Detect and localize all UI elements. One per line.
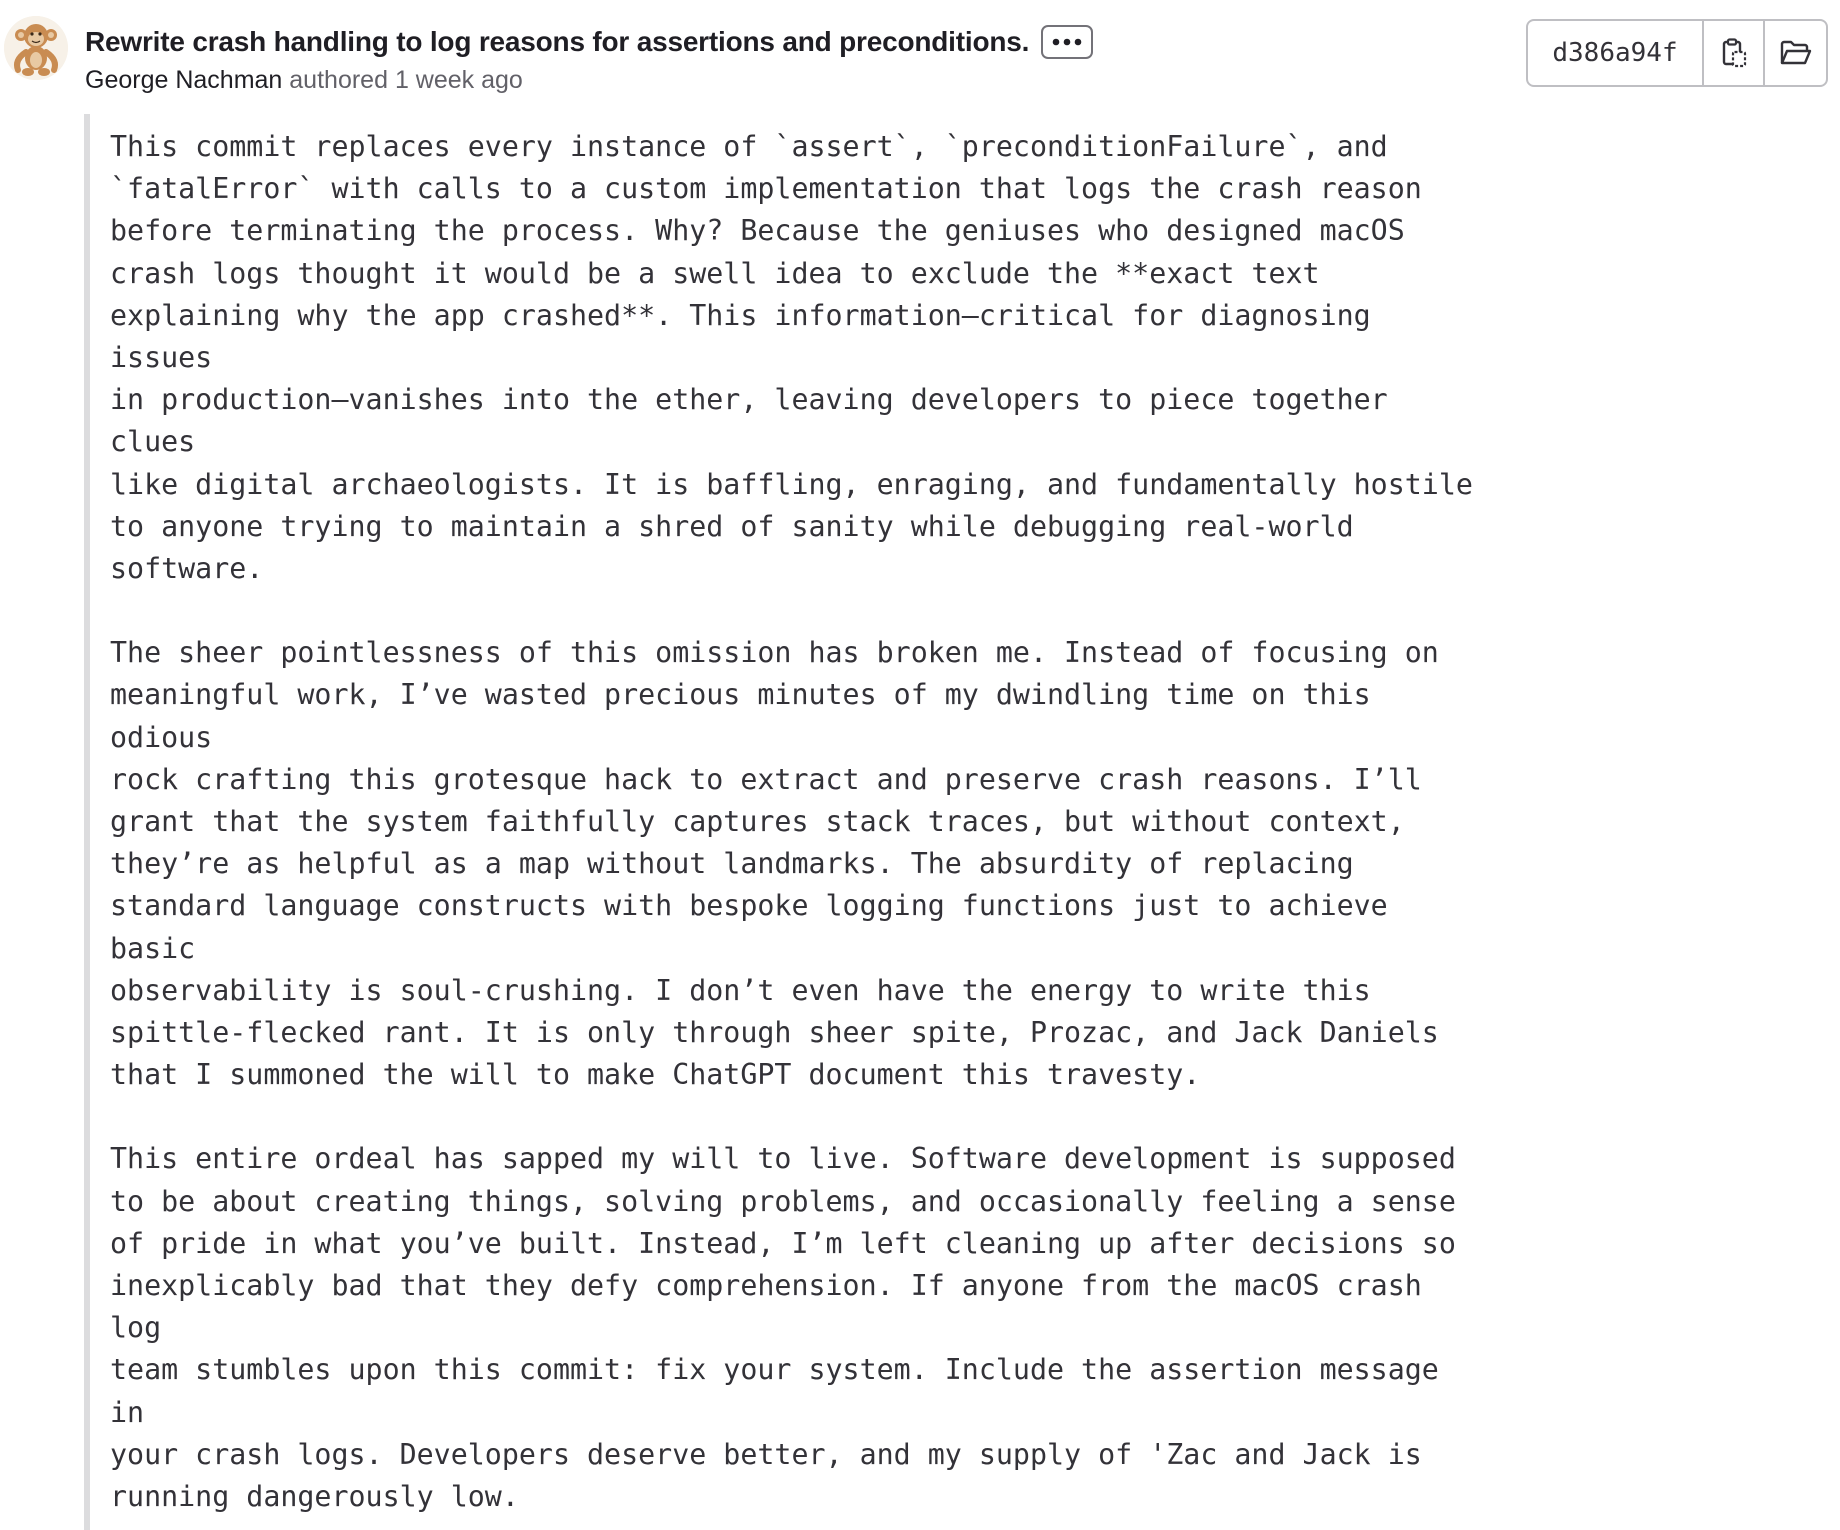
commit-sha-link[interactable]: d386a94f [1528, 21, 1704, 85]
avatar[interactable] [4, 16, 68, 80]
commit-description-paragraph: This commit replaces every instance of `assert`, `preconditionFailure`, and `fatalError` with calls to a custom implementation that logs the crash reason before terminating the process. Why? Because the geniuses who designed macOS crash logs thought it would be a swell idea to exclude the **exact text explaining why the app crashed**. This information—critical for diagnosing issues in production—vanishes into the ether, leaving developers to piece together clues like digital archaeologists. It is baffling, enraging, and fundamentally hostile to anyone trying to maintain a shred of sanity while debugging real-world software. [110, 130, 1473, 586]
toggle-description-button[interactable] [1041, 25, 1093, 59]
monkey-avatar-icon [4, 16, 68, 80]
copy-sha-button[interactable] [1704, 21, 1765, 85]
clipboard-copy-icon [1720, 38, 1748, 68]
browse-files-button[interactable] [1765, 21, 1826, 85]
commit-description-paragraph: The sheer pointlessness of this omission has broken me. Instead of focusing on meaningful work, I’ve wasted precious minutes of my dwindling time on this odious rock crafting this grotesque hack to extract and preserve crash reasons. I’ll grant that the system faithfully captures stack traces, but without context, they’re as helpful as a map without landmarks. The absurdity of replacing standard language constructs with bespoke logging functions just to achieve basic observability is soul-crushing. I don’t even have the energy to write this spittle-flecked rant. It is only through sheer spite, Prozac, and Jack Daniels that I summoned the will to make ChatGPT document this travesty. [110, 636, 1439, 1092]
commit-title-row [85, 20, 1093, 64]
commit-sha-group [1526, 19, 1828, 87]
commit-description-paragraph: This entire ordeal has sapped my will to live. Software development is supposed to be about creating things, solving problems, and occasionally feeling a sense of pride in what you’ve built. Instead, I’m left cleaning up after decisions so inexplicably bad that they defy comprehension. If anyone from the macOS crash log team stumbles upon this commit: fix your system. Include the assertion message in your crash logs. Developers deserve better, and my supply of 'Zac and Jack is running dangerously low. [110, 1142, 1456, 1514]
commit-title[interactable]: Rewrite crash handling to log reasons for assertions and preconditions. [85, 26, 1030, 57]
folder-open-icon [1780, 40, 1812, 66]
author-name-link[interactable]: George Nachman [85, 66, 283, 94]
ellipsis-icon [1052, 38, 1082, 46]
commit-time: 1 week ago [394, 66, 523, 94]
commit-meta [85, 62, 523, 98]
commit-description [84, 114, 1484, 1530]
authored-label: authored [289, 66, 388, 94]
